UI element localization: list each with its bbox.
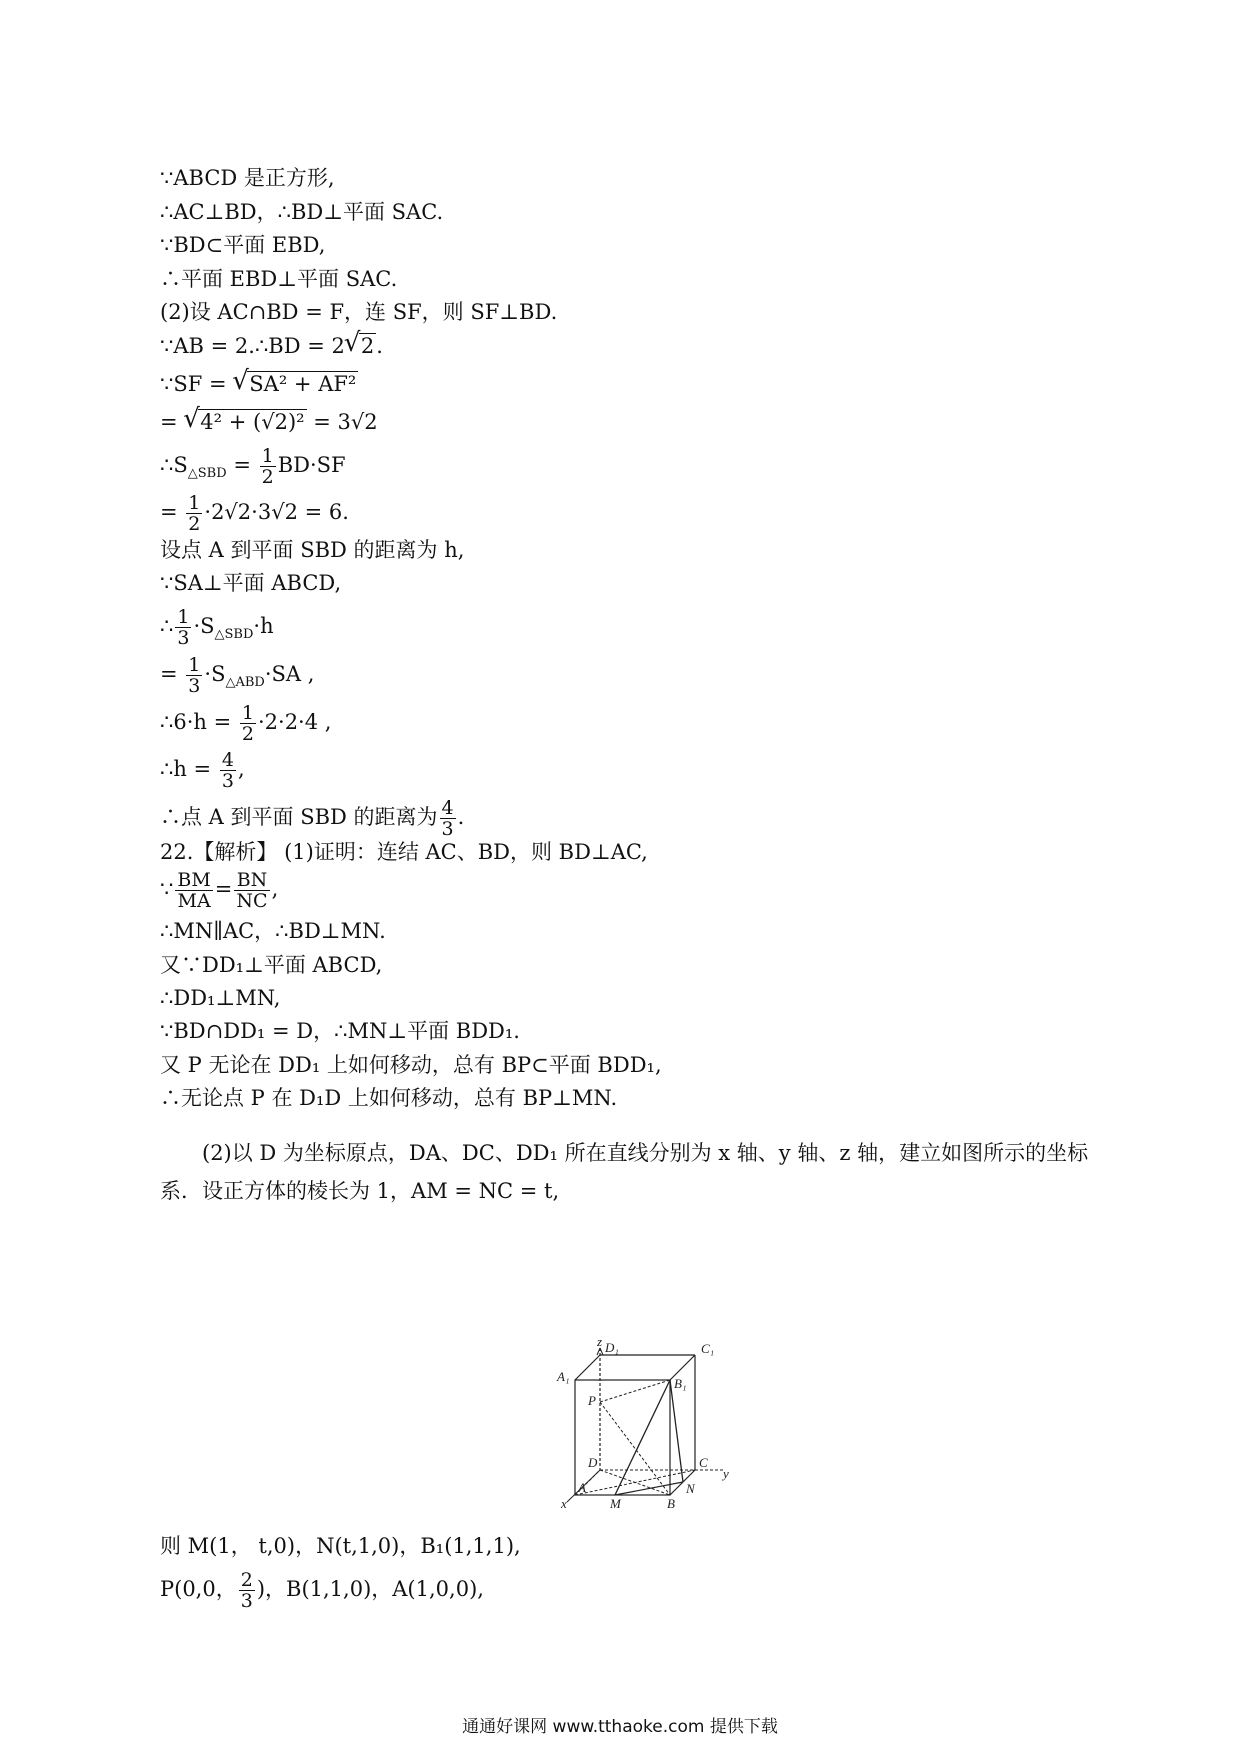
label-n: N: [686, 1481, 695, 1496]
label-a: A: [578, 1480, 586, 1495]
fraction: $\frac{1}{3}$: [188, 654, 201, 697]
line-bp-perp-mn: ∴无论点 P 在 D₁D 上如何移动，总有 BP⊥MN.: [160, 1086, 618, 1110]
line-coordinates-2: P(0,0， $\frac{2}{3}$ )，B(1,1,0)，A(1,0,0),: [160, 1569, 484, 1612]
fraction: $\frac{1}{2}$: [188, 492, 201, 535]
label-z: z: [597, 1340, 603, 1349]
line-plane-perp: ∴平面 EBD⊥平面 SAC.: [160, 267, 398, 291]
label-b1: B₁: [674, 1376, 687, 1391]
line-sf-value: = √ 4² + (√2)² = 3√2: [160, 408, 378, 436]
footer-source: 通通好课网 www.tthaoke.com 提供下载: [462, 1717, 778, 1737]
label-c1: C₁: [701, 1341, 715, 1356]
label-x: x: [561, 1496, 567, 1510]
fraction: $\frac{1}{2}$: [261, 445, 274, 488]
line-coordinates-1: 则 M(1， t,0)，N(t,1,0)，B₁(1,1,1),: [160, 1534, 521, 1558]
line-nb1: [670, 1380, 683, 1482]
fraction: $\frac{1}{2}$: [241, 702, 254, 745]
label-d: D: [588, 1455, 598, 1470]
label-y: y: [723, 1466, 729, 1481]
label-p: P: [588, 1393, 596, 1408]
fraction: $\frac{1}{3}$: [177, 606, 190, 649]
line-distance-h: 设点 A 到平面 SBD 的距离为 h,: [160, 538, 465, 562]
paragraph-coordinate-setup: (2)以 D 为坐标原点，DA、DC、DD₁ 所在直线分别为 x 轴、y 轴、z 轴，建立如图所示的坐标系．设正方体的棱长为 1，AM = NC = t,: [160, 1141, 1089, 1203]
sqrt-sa-af: √ SA² + AF²: [233, 370, 358, 398]
line-ratio: ∵ $\frac{BM}{MA}$ = $\frac{BN}{NC}$ ,: [160, 869, 279, 912]
fraction: $\frac{BM}{MA}$: [177, 869, 211, 912]
line-volume-2: = $\frac{1}{3}$ $\cdot S_{\triangle ABD}\cdot SA$ ,: [160, 654, 315, 697]
line-area-sbd: $\therefore S_{\triangle SBD}$ = $\frac{1}{2}$ BD·SF: [160, 445, 346, 488]
line-dd1-mn: ∴DD₁⊥MN,: [160, 986, 281, 1010]
line-mn-parallel: ∴MN∥AC，∴BD⊥MN.: [160, 919, 386, 943]
line-ab-bd: ∵AB = 2.∴BD = 2√ 2.: [160, 332, 383, 360]
line-sa-perp: ∵SA⊥平面 ABCD,: [160, 571, 342, 595]
fraction: $\frac{4}{3}$: [221, 749, 234, 792]
label-d1: D₁: [605, 1340, 619, 1355]
label-m: M: [610, 1496, 621, 1510]
line-mn-perp-plane: ∵BD∩DD₁ = D，∴MN⊥平面 BDD₁.: [160, 1019, 520, 1043]
label-a1: A₁: [557, 1369, 570, 1384]
cube-figure: [555, 1340, 735, 1510]
line-ac-perp-bd: ∴AC⊥BD，∴BD⊥平面 SAC.: [160, 200, 444, 224]
line-q22-start: 22.【解析】 (1)证明：连结 AC、BD，则 BD⊥AC,: [160, 840, 648, 864]
line-mb1: [615, 1380, 670, 1495]
line-distance-result: ∴点 A 到平面 SBD 的距离为 $\frac{4}{3}$ .: [160, 797, 465, 840]
sqrt-2: √ 2: [345, 332, 376, 360]
line-area-value: = $\frac{1}{2}$ ·2√2·3√2 = 6.: [160, 492, 349, 535]
line-bp-in-plane: 又 P 无论在 DD₁ 上如何移动，总有 BP⊂平面 BDD₁,: [160, 1053, 662, 1077]
line-square: ∵ABCD 是正方形,: [160, 166, 335, 190]
fraction: $\frac{2}{3}$: [240, 1569, 253, 1612]
line-6h: ∴6·h = $\frac{1}{2}$ ·2·2·4 ,: [160, 702, 332, 745]
line-volume-1: ∴ $\frac{1}{3}$ $\cdot S_{\triangle SBD}\cdot h$: [160, 606, 274, 649]
line-sf-formula: ∵SF = √ SA² + AF²: [160, 370, 358, 398]
line-bd-in-plane: ∵BD⊂平面 EBD,: [160, 233, 326, 257]
fraction: $\frac{BN}{NC}$: [236, 869, 268, 912]
label-b: B: [667, 1496, 675, 1510]
line-mn: [615, 1482, 683, 1495]
fraction: $\frac{4}{3}$: [441, 797, 454, 840]
line-h-value: ∴h = $\frac{4}{3}$ ,: [160, 749, 245, 792]
label-c: C: [699, 1455, 708, 1470]
sqrt-16-2: √ 4² + (√2)²: [184, 408, 306, 436]
line-part2-start: (2)设 AC∩BD = F，连 SF，则 SF⊥BD.: [160, 300, 558, 324]
line-pb: [600, 1402, 670, 1495]
line-dd1-perp: 又∵DD₁⊥平面 ABCD,: [160, 953, 383, 977]
